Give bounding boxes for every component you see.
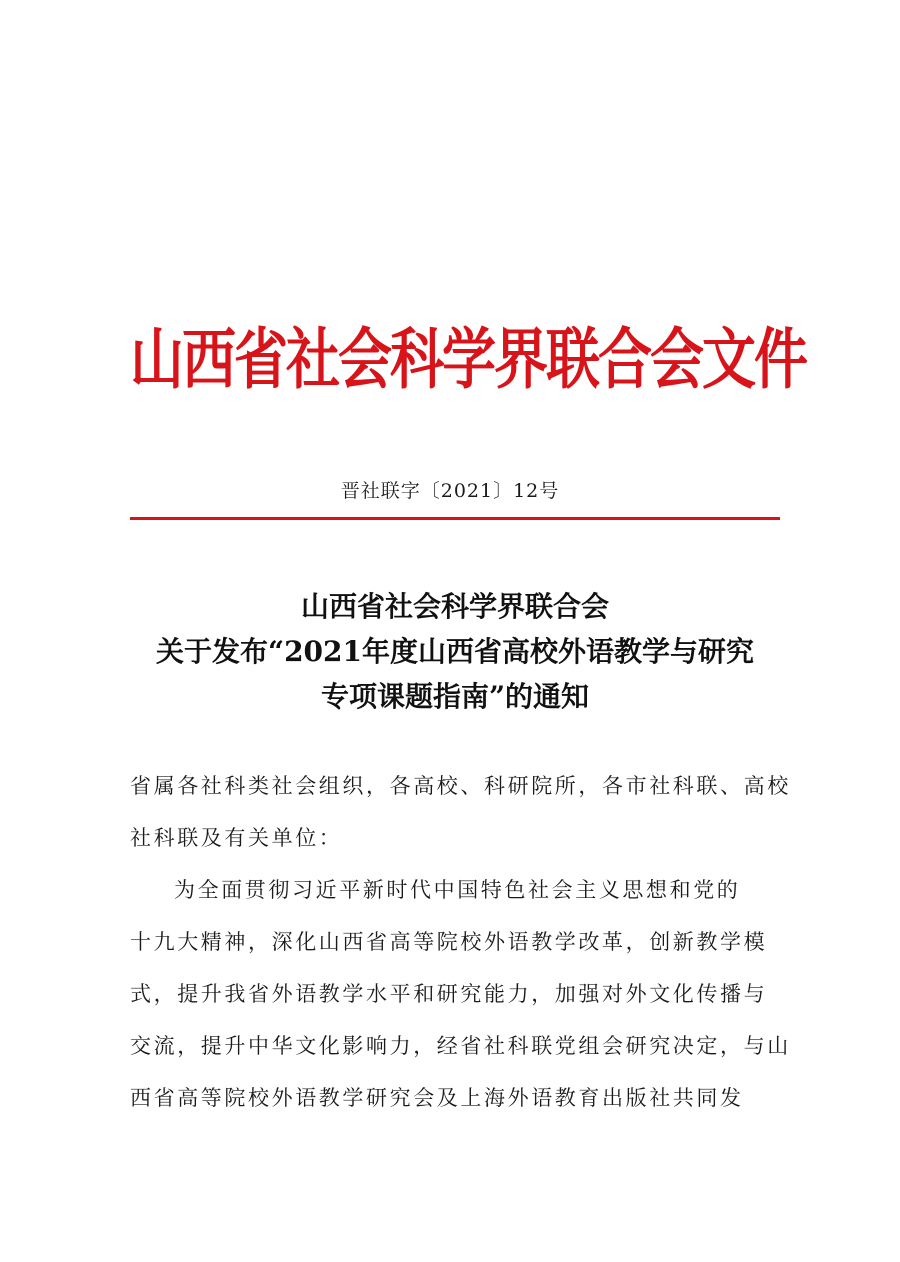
title-line-2: 关于发布“2021年度山西省高校外语教学与研究 bbox=[155, 635, 755, 668]
title-line-1: 山西省社会科学界联合会 bbox=[300, 590, 609, 623]
salutation-line-2: 社科联及有关单位： bbox=[130, 826, 343, 850]
document-masthead: 山西省社会科学界联合会文件 bbox=[130, 320, 806, 398]
title-line-3: 专项课题指南”的通知 bbox=[320, 680, 590, 713]
notice-title bbox=[110, 584, 800, 719]
paragraph-line-1: 为全面贯彻习近平新时代中国特色社会主义思想和党的 bbox=[174, 878, 741, 902]
red-divider-line bbox=[130, 517, 780, 520]
salutation-line-1: 省属各社科类社会组织，各高校、科研院所，各市社科联、高校 bbox=[130, 774, 791, 798]
document-number: 晋社联字〔2021〕12号 bbox=[340, 480, 560, 502]
notice-body bbox=[130, 760, 791, 1124]
paragraph-line-5: 西省高等院校外语教学研究会及上海外语教育出版社共同发 bbox=[130, 1086, 744, 1110]
paragraph-line-2: 十九大精神，深化山西省高等院校外语教学改革，创新教学模 bbox=[130, 930, 768, 954]
paragraph-line-3: 式，提升我省外语教学水平和研究能力，加强对外文化传播与 bbox=[130, 982, 768, 1006]
paragraph-line-4: 交流，提升中华文化影响力，经省社科联党组会研究决定，与山 bbox=[130, 1034, 791, 1058]
